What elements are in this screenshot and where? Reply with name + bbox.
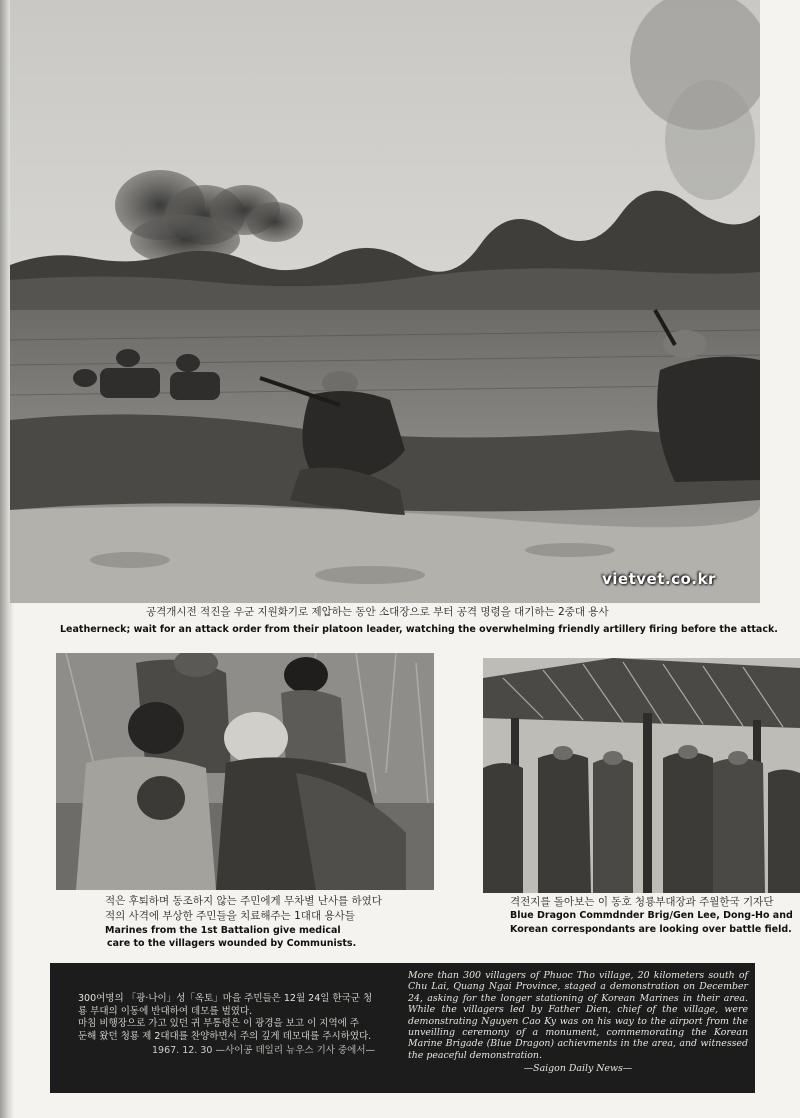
news-en-source: —Saigon Daily News— bbox=[523, 1063, 633, 1075]
medical-care-photo bbox=[56, 653, 434, 890]
news-text-ko bbox=[78, 993, 408, 1058]
news-ko-date: 1967. 12. 30 —사이공 데일리 뉴우스 기사 중에서— bbox=[152, 1045, 376, 1056]
news-ko-line: 300여명의 「광·나이」성「옥토」마을 주민들은 12월 24일 한국군 청 bbox=[78, 993, 373, 1004]
main-photo-caption-ko: 공격개시전 적진을 우군 지원화기로 제압하는 동안 소대장으로 부터 공격 명령을 대기하는 2중대 용사 bbox=[146, 606, 609, 618]
medical-caption-ko-2: 적의 사격에 부상한 주민들을 치료해주는 1대대 용사들 bbox=[105, 910, 355, 922]
inspection-photo-illustration bbox=[483, 658, 800, 893]
news-ko-line: 룡 부대의 이동에 반대하여 데모를 벌였다. bbox=[78, 1005, 253, 1017]
medical-caption-en-1: Marines from the 1st Battalion give medical bbox=[105, 925, 341, 936]
medical-photo-illustration bbox=[56, 653, 434, 890]
inspection-caption-ko: 격전지를 돌아보는 이 동호 청룡부대장과 주월한국 기자단 bbox=[510, 896, 774, 908]
medical-photo-captions bbox=[105, 894, 382, 950]
inspection-caption-en-2: Korean correspondants are looking over battle field. bbox=[510, 924, 792, 935]
news-en-body: More than 300 villagers of Phuoc Tho village, 20 kilometers south of Chu Lai, Quang Ngai Province, staged a demonstration on December 24, asking for the longer stationing of Korean Marines in their area. While the villagers led by Father Dien, chief of the village, were demonstrating Nguyen Cao Ky was on his way to the airport from the unveilling ceremony of a monument, commemorating the Korean Marine Brigade (Blue Dragon) achievments in the area, and witnessed the peaceful demonstration. bbox=[408, 970, 748, 1061]
main-battlefield-photo bbox=[10, 0, 760, 603]
news-clipping-box bbox=[50, 963, 755, 1093]
inspection-caption-en-1: Blue Dragon Commdnder Brig/Gen Lee, Dong-Ho and bbox=[510, 910, 793, 921]
site-watermark: vietvet.co.kr bbox=[602, 570, 716, 588]
news-ko-line: 둔해 왔던 청룡 제 2대대를 찬양하면서 주의 깊게 데모대를 주시하였다. bbox=[78, 1030, 372, 1042]
battlefield-inspection-photo bbox=[483, 658, 800, 893]
main-photo-caption-en: Leatherneck; wait for an attack order from their platoon leader, watching the overwhelming friendly artillery firing before the attack. bbox=[60, 624, 778, 635]
main-photo-illustration bbox=[10, 0, 760, 603]
medical-caption-ko-1: 적은 후퇴하며 동조하지 않는 주민에게 무차별 난사를 하였다 bbox=[105, 895, 382, 907]
medical-caption-en-2: care to the villagers wounded by Communists. bbox=[107, 938, 357, 949]
inspection-photo-captions bbox=[510, 895, 793, 937]
news-ko-line: 마침 비행장으로 가고 있던 귀 부통령은 이 광경을 보고 이 지역에 주 bbox=[78, 1018, 359, 1029]
news-text-en bbox=[408, 970, 748, 1075]
